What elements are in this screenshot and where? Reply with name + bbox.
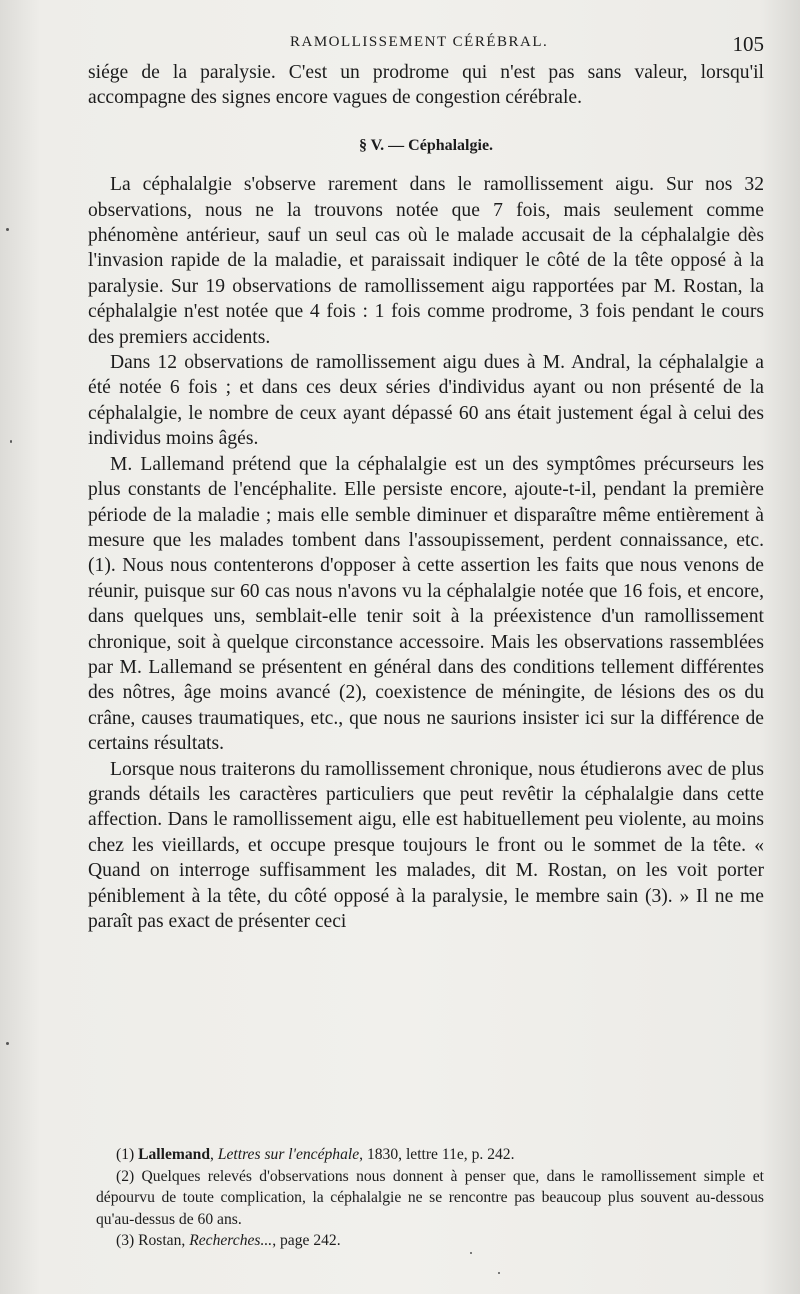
running-title: RAMOLLISSEMENT CÉRÉBRAL. [290,34,549,50]
paragraph: Lorsque nous traiterons du ramollissement chronique, nous étudierons avec de plus grands détails les caractères particuliers que peut revêtir la céphalalgie dans cette affection. Dans le ramollissement aigu, elle est habituellement peu violente, au moins chez les vieillards, et occupe presque toujours le front ou le sommet de la tête. « Quand on interroge suffisamment les malades, dit M. Rostan, on les voit porter péniblement à la tête, du côté opposé à la paralysie, le membre sain (3). » Il ne me paraît pas exact de présenter ceci [88,758,764,932]
section-heading: § V. — Céphalalgie. [358,136,494,154]
main-text [88,60,764,934]
footnote-marker: (3) Rostan, [116,1232,186,1249]
paper-speck [498,1272,500,1274]
paper-speck [6,1042,9,1045]
paragraph: Dans 12 observations de ramollissement aigu dues à M. Andral, la céphalalgie a été notée 6 fois ; et dans ces deux séries d'individus ayant ou non présenté de la céphalalgie, le nombre de ceux ayant dépassé 60 ans était justement égal à celui des individus moins âgés. [88,352,764,450]
footnote-text: , page 242. [272,1232,341,1249]
footnote-3 [96,1230,764,1252]
paragraph: La céphalalgie s'observe rarement dans le ramollissement aigu. Sur nos 32 observations, nous ne la trouvons notée que 7 fois, mais seulement comme phénomène antérieur, sauf un seul cas où le malade accusait de la céphalalgie dès l'invasion rapide de la maladie, et paraissait indiquer le côté de la tête opposé à la paralysie. Sur 19 observations de ramollissement aigu rapportées par M. Rostan, la céphalalgie n'est notée que 4 fois : 1 fois comme prodrome, 3 fois pendant le cours des premiers accidents. [88,174,764,348]
footnote-text: , 1830, lettre 11e, p. 242. [359,1146,515,1163]
paragraph-continued: siége de la paralysie. C'est un prodrome qui n'est pas sans valeur, lorsqu'il accompagne des signes encore vagues de congestion cérébrale. [88,62,764,109]
footnote-marker: (1) [116,1146,135,1163]
paper-speck [6,228,9,231]
page-number: 105 [732,32,764,56]
page-header [0,32,800,62]
footnote-title: Lettres sur l'encéphale [217,1146,360,1163]
footnote-author: Lallemand [138,1146,211,1163]
footnote-1: (1) Lallemand, Lettres sur l'encéphale, 1830, lettre 11e, p. 242. [116,1146,515,1163]
footnotes [96,1144,764,1252]
footnote-2: (2) Quelques relevés d'observations nous donnent à penser que, dans le ramollissement simple et dépourvu de toute complication, la céphalalgie ne se rencontre pas beaucoup plus souvent au-dessous qu'au-dessus de 60 ans. [96,1167,764,1228]
paragraph: M. Lallemand prétend que la céphalalgie est un des symptômes précurseurs les plus constants de l'encéphalite. Elle persiste encore, ajoute-t-il, pendant la première période de la maladie ; mais elle semble diminuer et disparaître même entièrement à mesure que les malades tombent dans l'assoupissement, perdent connaissance, etc. (1). Nous nous contenterons d'opposer à cette assertion les faits que nous venons de réunir, puisque sur 60 cas nous n'avons vu la céphalalgie notée que 16 fois, et encore, dans quelques uns, semblait-elle tenir soit à la préexistence d'un ramollissement chronique, soit à quelque circonstance accessoire. Mais les observations rassemblées par M. Lallemand se présentent en général dans des conditions tellement différentes des nôtres, âge moins avancé (2), coexistence de méningite, de lésions des os du crâne, causes traumatiques, etc., que nous ne saurions insister ici sur la différence de certains résultats. [88,453,764,755]
paper-speck [10,440,12,443]
footnote-title: Recherches... [189,1232,273,1249]
paper-speck [470,1252,472,1254]
